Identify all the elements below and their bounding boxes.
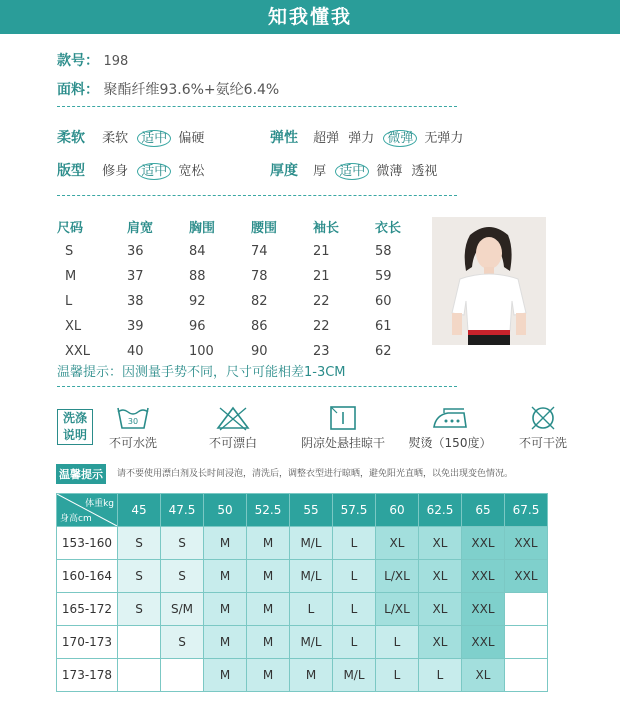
care-item <box>200 405 266 451</box>
weight-header: 55 <box>290 494 333 527</box>
table-cell: 37 <box>127 269 144 284</box>
divider <box>57 106 457 107</box>
iron-icon <box>430 405 470 431</box>
size-recommendation-table <box>56 493 548 692</box>
size-cell: XXL <box>462 626 505 659</box>
thickness-option: 透视 <box>411 164 438 179</box>
corner-height-label: 身高cm <box>60 514 92 524</box>
fit-option: 修身 <box>102 164 129 179</box>
svg-text:30: 30 <box>127 417 139 426</box>
elasticity-option-selected: 微弹 <box>383 130 417 147</box>
page-title: 知我懂我 <box>0 0 620 34</box>
table-cell: 38 <box>127 294 144 309</box>
size-cell: XXL <box>462 560 505 593</box>
table-row <box>57 659 548 692</box>
care-item <box>510 405 576 451</box>
table-cell: 84 <box>189 244 206 259</box>
divider <box>57 195 457 196</box>
size-cell: M <box>204 593 247 626</box>
size-cell: M <box>247 593 290 626</box>
size-cell: M/L <box>290 527 333 560</box>
weight-header: 60 <box>376 494 419 527</box>
size-cell: L <box>290 593 333 626</box>
style-number-row <box>57 50 128 70</box>
weight-header: 52.5 <box>247 494 290 527</box>
weight-header: 47.5 <box>161 494 204 527</box>
wash-tub-30-icon <box>115 405 151 431</box>
size-cell: M <box>247 527 290 560</box>
care-label: 洗涤说明 <box>62 411 87 442</box>
size-cell: S <box>118 593 161 626</box>
size-cell: L <box>333 626 376 659</box>
size-cell: XL <box>419 593 462 626</box>
table-cell: 86 <box>251 319 268 334</box>
fit-row <box>57 160 204 180</box>
weight-header: 67.5 <box>505 494 548 527</box>
care-item <box>100 405 166 451</box>
size-cell: M <box>204 626 247 659</box>
care-text: 阴凉处悬挂晾干 <box>300 436 385 450</box>
style-value: 198 <box>103 54 129 69</box>
care-text: 不可漂白 <box>208 436 257 450</box>
size-cell: XL <box>419 626 462 659</box>
size-header-cell: 肩宽 <box>127 221 154 236</box>
size-cell: L <box>376 659 419 692</box>
size-header-cell: 腰围 <box>251 221 278 236</box>
size-cell <box>505 659 548 692</box>
care-text: 不可干洗 <box>518 436 567 450</box>
height-label: 165-172 <box>57 593 118 626</box>
style-label: 款号： <box>57 53 99 69</box>
size-cell: XL <box>419 527 462 560</box>
table-cell: S <box>65 244 74 259</box>
model-illustration <box>432 217 546 345</box>
table-cell: 59 <box>375 269 392 284</box>
table-cell: XL <box>65 319 82 334</box>
size-cell: M <box>204 560 247 593</box>
size-cell: L/XL <box>376 560 419 593</box>
weight-header: 65 <box>462 494 505 527</box>
size-header-cell: 袖长 <box>313 221 340 236</box>
corner-weight-label: 体重kg <box>85 499 114 509</box>
size-cell: XXL <box>462 593 505 626</box>
elasticity-row <box>270 127 463 147</box>
table-cell: 96 <box>189 319 206 334</box>
size-cell: XL <box>376 527 419 560</box>
size-header-cell: 胸围 <box>189 221 216 236</box>
size-cell: M <box>204 527 247 560</box>
fit-option-selected: 适中 <box>137 163 171 180</box>
table-cell: 100 <box>189 344 214 359</box>
size-cell: XL <box>462 659 505 692</box>
hang-dry-shade-icon <box>328 405 358 431</box>
table-cell: 90 <box>251 344 268 359</box>
size-header-cell: 尺码 <box>57 221 84 236</box>
size-cell: L <box>376 626 419 659</box>
size-cell: M <box>290 659 333 692</box>
table-row <box>57 593 548 626</box>
table-cell: 23 <box>313 344 330 359</box>
table-cell: 22 <box>313 294 330 309</box>
table-cell: 58 <box>375 244 392 259</box>
height-label: 160-164 <box>57 560 118 593</box>
table-row <box>57 264 437 289</box>
softness-label: 柔软 <box>57 130 85 146</box>
weight-header: 50 <box>204 494 247 527</box>
size-cell: S <box>161 527 204 560</box>
size-cell: XXL <box>505 527 548 560</box>
table-cell: 21 <box>313 244 330 259</box>
size-cell: M <box>247 659 290 692</box>
thickness-option: 微薄 <box>376 164 403 179</box>
model-photo <box>432 217 546 345</box>
elasticity-option: 无弹力 <box>424 131 464 146</box>
size-cell: XXL <box>462 527 505 560</box>
softness-option-selected: 适中 <box>137 130 171 147</box>
size-cell: S <box>161 626 204 659</box>
table-cell: 88 <box>189 269 206 284</box>
size-table-header <box>57 214 437 239</box>
fabric-label: 面料： <box>57 82 99 98</box>
table-row <box>57 527 548 560</box>
table-cell: 39 <box>127 319 144 334</box>
size-cell: M/L <box>290 560 333 593</box>
size-cell: L <box>333 593 376 626</box>
table-cell: 82 <box>251 294 268 309</box>
weight-header: 57.5 <box>333 494 376 527</box>
table-header-row <box>57 494 548 527</box>
thickness-option-selected: 适中 <box>335 163 369 180</box>
size-cell: S <box>118 527 161 560</box>
care-item <box>405 405 495 451</box>
table-row <box>57 560 548 593</box>
size-cell: XXL <box>505 560 548 593</box>
size-cell: L <box>419 659 462 692</box>
table-cell: M <box>65 269 77 284</box>
size-cell <box>505 626 548 659</box>
table-cell: 40 <box>127 344 144 359</box>
no-bleach-icon <box>215 405 251 431</box>
table-cell: L <box>65 294 73 309</box>
elasticity-label: 弹性 <box>270 130 298 146</box>
size-cell <box>118 626 161 659</box>
tip-text: 请不要使用漂白剂及长时间浸泡，清洗后，调整衣型进行晾晒，避免阳光直晒，以免出现变色情况。 <box>117 469 514 479</box>
thickness-label: 厚度 <box>270 163 298 179</box>
size-cell: XL <box>419 560 462 593</box>
size-cell: S <box>118 560 161 593</box>
size-cell: M/L <box>333 659 376 692</box>
table-cell: 36 <box>127 244 144 259</box>
care-text: 不可水洗 <box>108 436 157 450</box>
table-cell: 74 <box>251 244 268 259</box>
size-header-cell: 衣长 <box>375 221 402 236</box>
size-table <box>57 214 437 364</box>
table-row <box>57 626 548 659</box>
table-row <box>57 239 437 264</box>
thickness-option: 厚 <box>313 164 327 179</box>
size-cell: L <box>333 527 376 560</box>
size-cell: M <box>247 560 290 593</box>
fit-label: 版型 <box>57 163 85 179</box>
softness-option: 柔软 <box>102 131 129 146</box>
table-cell: 61 <box>375 319 392 334</box>
size-cell <box>118 659 161 692</box>
thickness-row <box>270 160 437 180</box>
elasticity-option: 弹力 <box>348 131 375 146</box>
size-cell: S <box>161 560 204 593</box>
care-text: 熨烫（150度） <box>408 436 492 450</box>
size-note: 温馨提示：因测量手势不同，尺寸可能相差1-3CM <box>57 365 346 380</box>
size-cell <box>161 659 204 692</box>
table-cell: 60 <box>375 294 392 309</box>
table-cell: 92 <box>189 294 206 309</box>
fabric-value: 聚酯纤维93.6%+氨纶6.4% <box>103 82 280 98</box>
table-cell: 62 <box>375 344 392 359</box>
table-cell: 22 <box>313 319 330 334</box>
softness-option: 偏硬 <box>178 131 205 146</box>
fit-option: 宽松 <box>178 164 205 179</box>
height-label: 170-173 <box>57 626 118 659</box>
table-cell: 78 <box>251 269 268 284</box>
size-cell <box>505 593 548 626</box>
height-label: 153-160 <box>57 527 118 560</box>
size-cell: L/XL <box>376 593 419 626</box>
height-label: 173-178 <box>57 659 118 692</box>
table-row <box>57 314 437 339</box>
care-label-box <box>57 409 93 445</box>
softness-row <box>57 127 204 147</box>
weight-header: 62.5 <box>419 494 462 527</box>
size-cell: S/M <box>161 593 204 626</box>
divider <box>57 386 457 387</box>
size-cell: M/L <box>290 626 333 659</box>
size-cell: L <box>333 560 376 593</box>
fabric-row <box>57 79 279 99</box>
table-cell: 21 <box>313 269 330 284</box>
size-cell: M <box>204 659 247 692</box>
table-cell: XXL <box>65 344 91 359</box>
corner-cell <box>57 494 118 527</box>
elasticity-option: 超弹 <box>313 131 340 146</box>
tip-label: 温馨提示 <box>56 464 106 484</box>
no-dry-clean-icon <box>528 405 558 431</box>
table-row <box>57 289 437 314</box>
size-cell: M <box>247 626 290 659</box>
care-item <box>288 405 398 451</box>
weight-header: 45 <box>118 494 161 527</box>
